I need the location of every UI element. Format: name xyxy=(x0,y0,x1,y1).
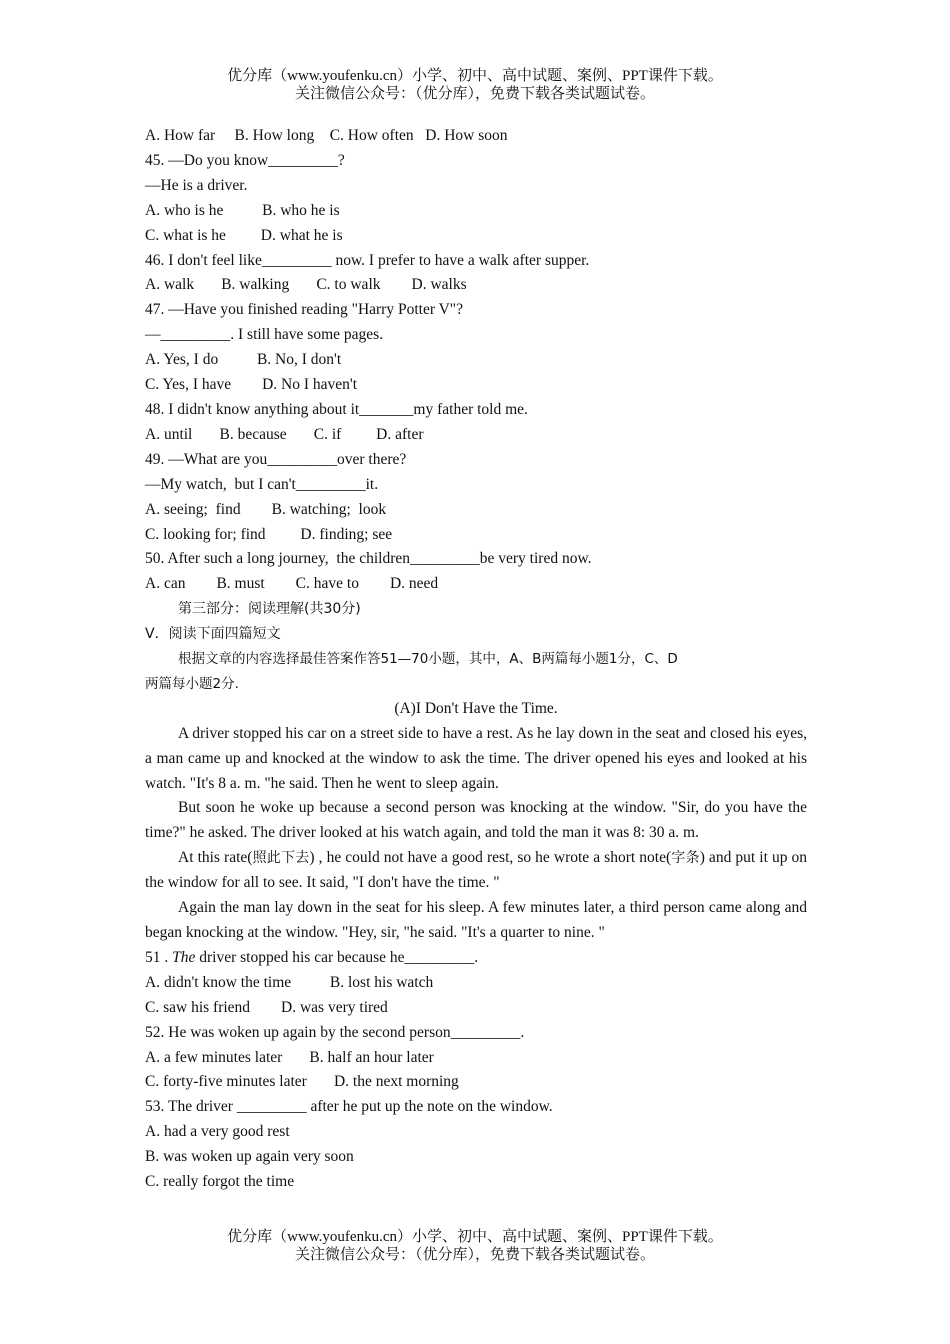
footer-line-2: 关注微信公众号：（优分库），免费下载各类试题试卷。 xyxy=(294,1247,655,1263)
document-body xyxy=(145,124,807,1195)
section-5-title: V．阅读下面四篇短文 xyxy=(145,626,281,643)
q52-options-2: C. forty-five minutes later D. the next morning xyxy=(145,1073,459,1091)
q47-stem: 47. —Have you finished reading "Harry Potter V"? xyxy=(145,301,463,319)
q51-rest: driver stopped his car because he_________. xyxy=(195,948,479,966)
q46-options: A. walk B. walking C. to walk D. walks xyxy=(145,276,467,294)
q47-reply: —_________. I still have some pages. xyxy=(145,326,384,344)
header-line-2: 关注微信公众号：（优分库），免费下载各类试题试卷。 xyxy=(294,86,655,102)
footer xyxy=(0,1228,950,1264)
q46-stem: 46. I don't feel like_________ now. I prefer to have a walk after supper. xyxy=(145,251,590,269)
p3-text-a: At this rate( xyxy=(178,849,253,867)
header-line-1: 优分库（www.youfenku.cn）小学、初中、高中试题、案例、PPT课件下载。 xyxy=(227,68,723,84)
passage-title: (A)I Don't Have the Time. xyxy=(394,699,558,717)
q45-stem: 45. —Do you know_________? xyxy=(145,151,345,169)
q53-option-b: B. was woken up again very soon xyxy=(145,1148,354,1166)
q48-stem: 48. I didn't know anything about it_______my father told me. xyxy=(145,400,528,418)
q47-options-2: C. Yes, I have D. No I haven't xyxy=(145,376,358,394)
q45-reply: —He is a driver. xyxy=(145,176,248,194)
footer-line-1: 优分库（www.youfenku.cn）小学、初中、高中试题、案例、PPT课件下载。 xyxy=(227,1229,723,1245)
q45-options-2: C. what is he D. what he is xyxy=(145,226,343,244)
instruction-line-2: 两篇每小题2分. xyxy=(145,675,239,692)
q49-stem: 49. —What are you_________over there? xyxy=(145,450,407,468)
p3-text-c: ) and put it up on the window for all to see. It said, "I don't have the time. " xyxy=(145,849,808,892)
q51-options-1: A. didn't know the time B. lost his watch xyxy=(145,973,434,991)
passage-paragraph-4: Again the man lay down in the seat for his sleep. A few minutes later, a third person came along and began knocking at the window. "Hey, sir, "he said. "It's a quarter to nine. " xyxy=(145,899,807,941)
q53-stem: 53. The driver _________ after he put up the note on the window. xyxy=(145,1098,553,1116)
q51-stem xyxy=(145,946,807,971)
p3-gloss-1: 照此下去 xyxy=(252,850,310,867)
q51-options-2: C. saw his friend D. was very tired xyxy=(145,998,388,1016)
q52-stem: 52. He was woken up again by the second person_________. xyxy=(145,1023,525,1041)
q48-options: A. until B. because C. if D. after xyxy=(145,425,424,443)
q44-options: A. How far B. How long C. How often D. How soon xyxy=(145,127,508,144)
q49-options-1: A. seeing; find B. watching; look xyxy=(145,500,387,518)
passage-paragraph-1: A driver stopped his car on a street side to have a rest. As he lay down in the seat and closed his eyes, a man came up and knocked at the window to ask the time. The driver opened his eyes and looked at his watch. "It's 8 a. m. "he said. Then he went to sleep again. xyxy=(145,724,807,792)
q53-option-a: A. had a very good rest xyxy=(145,1123,290,1141)
q45-options-1: A. who is he B. who he is xyxy=(145,201,340,219)
passage-paragraph-2: But soon he woke up because a second person was knocking at the window. "Sir, do you have the time?" he asked. The driver looked at his watch again, and told the man it was 8: 30 a. m. xyxy=(145,799,807,842)
q52-options-1: A. a few minutes later B. half an hour later xyxy=(145,1048,434,1066)
q47-options-1: A. Yes, I do B. No, I don't xyxy=(145,351,342,369)
p3-gloss-2: 字条 xyxy=(671,850,700,867)
passage-paragraph-3 xyxy=(145,846,807,896)
header xyxy=(0,67,950,103)
q49-reply: —My watch, but I can't_________it. xyxy=(145,475,379,493)
q53-option-c: C. really forgot the time xyxy=(145,1173,295,1191)
q51-the: The xyxy=(172,948,196,966)
q50-stem: 50. After such a long journey, the children_________be very tired now. xyxy=(145,550,592,568)
instruction-line-1: 根据文章的内容选择最佳答案作答51—70小题，其中，A、B两篇每小题1分，C、D xyxy=(178,651,678,668)
q50-options: A. can B. must C. have to D. need xyxy=(145,575,439,593)
q49-options-2: C. looking for; find D. finding; see xyxy=(145,525,393,543)
q51-number: 51 . xyxy=(145,948,173,966)
p3-text-b: ) , he could not have a good rest, so he wrote a short note( xyxy=(309,849,672,867)
section-3-title: 第三部分：阅读理解(共30分) xyxy=(178,601,361,618)
